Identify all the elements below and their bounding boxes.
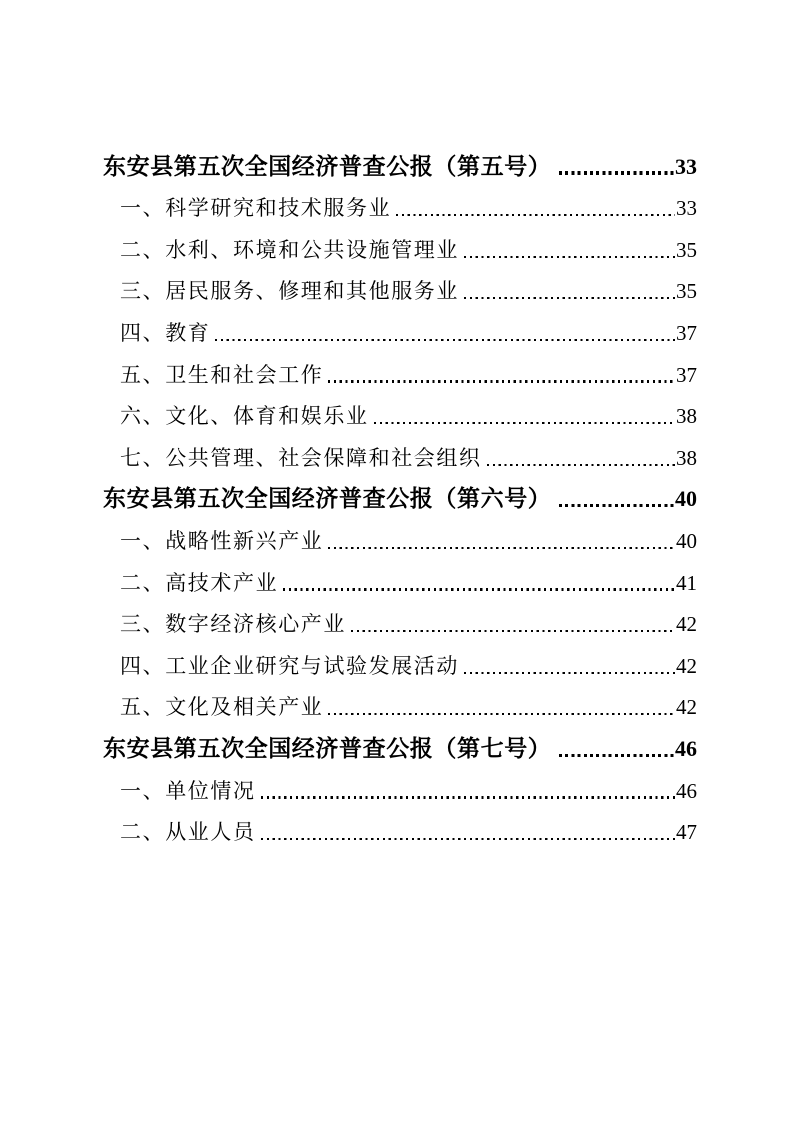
toc-entry-label: 二、高技术产业 xyxy=(120,570,279,595)
toc-entry-label: 七、公共管理、社会保障和社会组织 xyxy=(120,445,482,470)
toc-entry-label: 五、文化及相关产业 xyxy=(120,695,324,720)
toc-entry-label: 五、卫生和社会工作 xyxy=(120,362,324,387)
toc-page-number: 47 xyxy=(676,820,697,845)
toc-page-number: 42 xyxy=(676,612,697,637)
toc-item-row xyxy=(103,309,697,351)
dot-leader xyxy=(374,422,675,424)
toc-entry-label: 一、战略性新兴产业 xyxy=(120,528,324,553)
toc-section xyxy=(103,476,697,726)
toc-item-row xyxy=(103,601,697,643)
toc-section xyxy=(103,725,697,850)
toc-page-number: 42 xyxy=(676,653,697,678)
toc-entry-label: 一、单位情况 xyxy=(120,778,256,803)
toc-page-number: 35 xyxy=(676,237,697,262)
toc-item-row xyxy=(103,809,697,851)
toc-entry-label: 六、文化、体育和娱乐业 xyxy=(120,404,369,429)
toc-item-row xyxy=(103,185,697,227)
toc-entry-label: 一、科学研究和技术服务业 xyxy=(120,196,392,221)
toc-entry-label: 二、从业人员 xyxy=(120,820,256,845)
table-of-contents xyxy=(103,143,697,850)
toc-item-row xyxy=(103,226,697,268)
toc-item-row xyxy=(103,268,697,310)
toc-item-row xyxy=(103,434,697,476)
dot-leader xyxy=(261,796,675,798)
dot-leader xyxy=(328,380,675,382)
toc-page-number: 41 xyxy=(676,570,697,595)
toc-entry-label: 二、水利、环境和公共设施管理业 xyxy=(120,237,459,262)
toc-page-number: 46 xyxy=(675,735,697,761)
toc-page-number: 33 xyxy=(676,196,697,221)
toc-section-title-row xyxy=(103,725,697,767)
toc-page-number: 40 xyxy=(676,528,697,553)
dot-leader xyxy=(464,672,675,674)
dot-leader xyxy=(351,630,675,632)
toc-page-number: 40 xyxy=(675,486,697,512)
toc-item-row xyxy=(103,559,697,601)
toc-entry-label: 四、工业企业研究与试验发展活动 xyxy=(120,653,459,678)
toc-entry-label: 四、教育 xyxy=(120,320,211,345)
toc-page-number: 37 xyxy=(676,362,697,387)
toc-page-number: 42 xyxy=(676,695,697,720)
dot-leader xyxy=(328,713,675,715)
toc-entry-label: 三、居民服务、修理和其他服务业 xyxy=(120,279,459,304)
toc-entry-label: 东安县第五次全国经济普查公报（第六号） xyxy=(103,486,552,512)
toc-item-row xyxy=(103,767,697,809)
dot-leader xyxy=(396,214,675,216)
toc-entry-label: 东安县第五次全国经济普查公报（第七号） xyxy=(103,735,552,761)
toc-page-number: 46 xyxy=(676,778,697,803)
toc-item-row xyxy=(103,517,697,559)
toc-section-title-row xyxy=(103,143,697,185)
toc-section-title-row xyxy=(103,476,697,518)
toc-section xyxy=(103,143,697,476)
dot-leader xyxy=(464,256,675,258)
dot-leader xyxy=(487,464,675,466)
toc-page-number: 33 xyxy=(675,153,697,179)
dot-leader xyxy=(559,754,674,757)
toc-item-row xyxy=(103,642,697,684)
dot-leader xyxy=(283,588,675,590)
dot-leader xyxy=(464,297,675,299)
toc-item-row xyxy=(103,393,697,435)
toc-entry-label: 三、数字经济核心产业 xyxy=(120,612,346,637)
toc-page-number: 38 xyxy=(676,404,697,429)
toc-item-row xyxy=(103,351,697,393)
dot-leader xyxy=(215,339,675,341)
dot-leader xyxy=(559,171,674,174)
toc-page-number: 38 xyxy=(676,445,697,470)
toc-entry-label: 东安县第五次全国经济普查公报（第五号） xyxy=(103,153,552,179)
toc-item-row xyxy=(103,684,697,726)
dot-leader xyxy=(559,504,674,507)
dot-leader xyxy=(261,838,675,840)
toc-page-number: 37 xyxy=(676,320,697,345)
toc-page-number: 35 xyxy=(676,279,697,304)
dot-leader xyxy=(328,547,675,549)
